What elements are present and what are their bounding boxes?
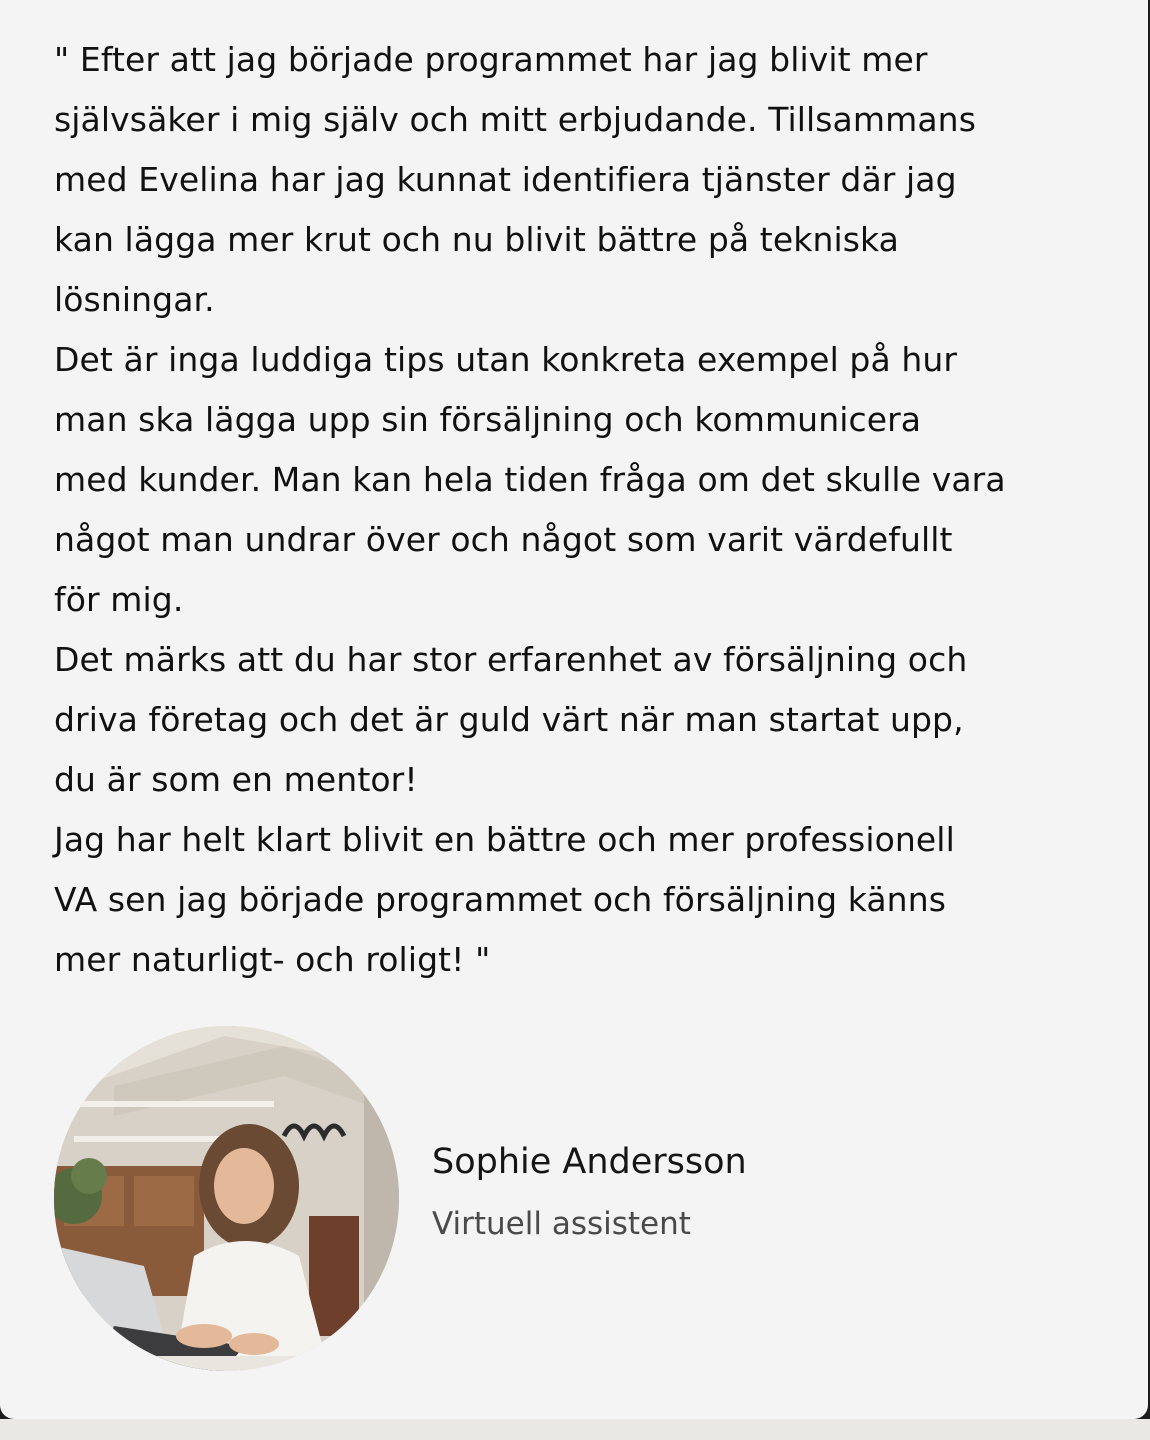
quote-line: något man undrar över och något som varit värdefullt xyxy=(54,520,953,559)
author-avatar xyxy=(54,1026,399,1371)
quote-line: driva företag och det är guld värt när man startat upp, xyxy=(54,700,964,739)
quote-line: självsäker i mig själv och mitt erbjudande. Tillsammans xyxy=(54,100,976,139)
quote-line: " Efter att jag började programmet har jag blivit mer xyxy=(54,40,928,79)
quote-line: mer naturligt- och roligt! " xyxy=(54,940,491,979)
quote-line: lösningar. xyxy=(54,280,215,319)
quote-line: med kunder. Man kan hela tiden fråga om det skulle vara xyxy=(54,460,1006,499)
quote-line: Det är inga luddiga tips utan konkreta exempel på hur xyxy=(54,340,958,379)
avatar-photo-icon xyxy=(54,1026,399,1371)
testimonial-quote xyxy=(54,30,1114,990)
quote-line: man ska lägga upp sin försäljning och kommunicera xyxy=(54,400,922,439)
author-name: Sophie Andersson xyxy=(432,1142,747,1182)
quote-line: för mig. xyxy=(54,580,184,619)
quote-line: Jag har helt klart blivit en bättre och mer professionell xyxy=(54,820,955,859)
author-block xyxy=(54,1026,1114,1371)
quote-line: Det märks att du har stor erfarenhet av försäljning och xyxy=(54,640,968,679)
quote-line: du är som en mentor! xyxy=(54,760,418,799)
quote-line: kan lägga mer krut och nu blivit bättre på tekniska xyxy=(54,220,899,259)
quote-line: VA sen jag började programmet och försäljning känns xyxy=(54,880,947,919)
page-background-strip xyxy=(0,1419,1150,1440)
quote-line: med Evelina har jag kunnat identifiera tjänster där jag xyxy=(54,160,957,199)
author-role: Virtuell assistent xyxy=(432,1206,691,1242)
